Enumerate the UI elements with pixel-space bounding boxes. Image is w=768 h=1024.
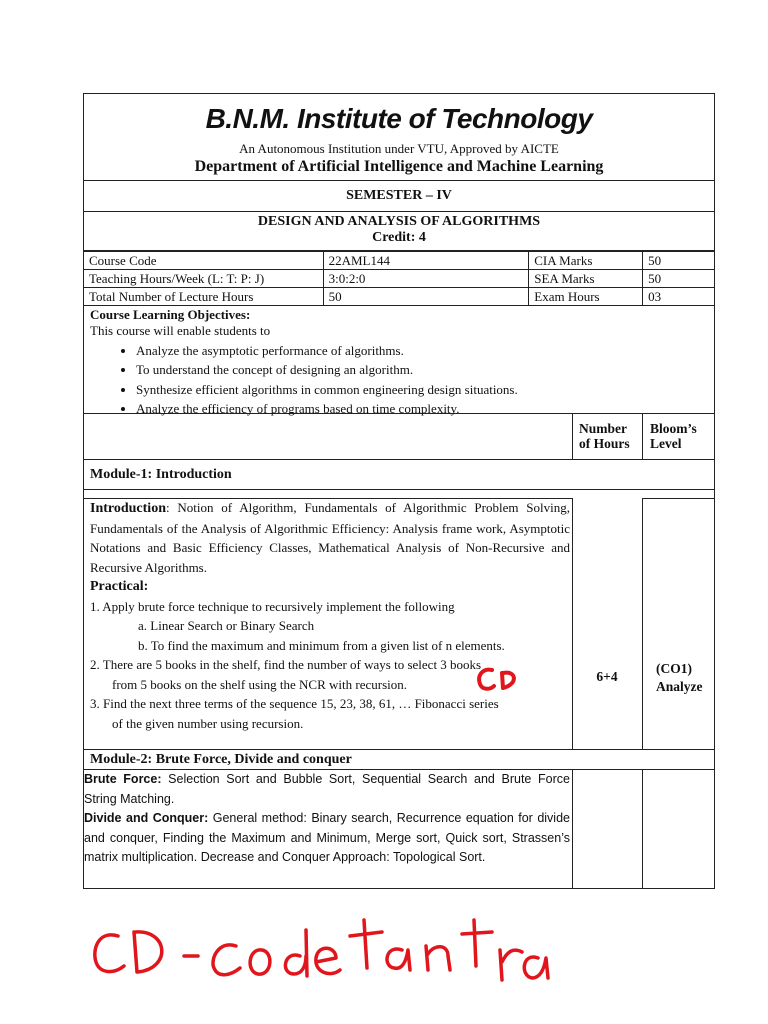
meta-value: 03 (643, 288, 715, 306)
meta-label: Teaching Hours/Week (L: T: P: J) (84, 270, 324, 288)
objectives-intro: This course will enable students to (90, 323, 271, 338)
meta-value: 22AML144 (323, 252, 529, 270)
practical-item-2: 2. There are 5 books in the shelf, find the number of ways to select 3 books (90, 657, 482, 672)
handwritten-cd-mark (479, 670, 514, 689)
meta-value: 50 (643, 252, 715, 270)
list-item: • To understand the concept of designing an algorithm. (136, 360, 708, 379)
practical-label: Practical: (90, 579, 149, 594)
meta-value: 50 (643, 270, 715, 288)
module1-bloom: (CO1) Analyze (656, 661, 703, 694)
semester-label: SEMESTER – IV (84, 180, 714, 211)
meta-value: 50 (323, 288, 529, 306)
module2-title: Module-2: Brute Force, Divide and conquer (90, 752, 352, 767)
objectives-heading: Course Learning Objectives: (90, 307, 251, 322)
brute-force-text: Selection Sort and Bubble Sort, Sequential Search and Brute Force String Matching. (84, 772, 570, 806)
course-credit: Credit: 4 (372, 230, 426, 245)
intro-text: : Notion of Algorithm, Fundamentals of Algorithmic Problem Solving, Fundamentals of the Analysis of Algorithmic Efficiency: Analysis frame work, Asymptotic Notations and Basic Efficiency Classes, Mathematical Analysis of Non-Recursive and Recursive Algorithms. (90, 500, 570, 575)
meta-label: CIA Marks (529, 252, 643, 270)
meta-label: Exam Hours (529, 288, 643, 306)
meta-label: SEA Marks (529, 270, 643, 288)
meta-label: Total Number of Lecture Hours (84, 288, 324, 306)
hours-header: Number of Hours (579, 421, 630, 451)
handwritten-note (95, 920, 548, 980)
intro-label: Introduction (90, 501, 166, 516)
divide-conquer-label: Divide and Conquer: (84, 811, 209, 825)
practical-item-3: 3. Find the next three terms of the sequence 15, 23, 38, 61, … Fibonacci series (90, 696, 499, 711)
institute-subtitle: An Autonomous Institution under VTU, Approved by AICTE (239, 141, 559, 156)
practical-item-2-cont: from 5 books on the shelf using the NCR with recursion. (112, 676, 407, 692)
practical-item-1: 1. Apply brute force technique to recursively implement the following (90, 598, 455, 614)
meta-label: Course Code (84, 252, 324, 270)
course-title: DESIGN AND ANALYSIS OF ALGORITHMS (257, 214, 541, 229)
department-name: Department of Artificial Intelligence and Machine Learning (194, 158, 604, 175)
practical-item-1b: b. To find the maximum and minimum from a given list of n elements. (138, 637, 505, 653)
meta-value: 3:0:2:0 (323, 270, 529, 288)
module1-hours: 6+4 (596, 669, 618, 684)
practical-item-3-cont: of the given number using recursion. (112, 715, 304, 731)
list-item: • Synthesize efficient algorithms in common engineering design situations. (136, 380, 708, 399)
module1-title: Module-1: Introduction (90, 467, 232, 482)
list-item: • Analyze the efficiency of programs based on time complexity. (136, 399, 708, 418)
bloom-header: Bloom’s Level (650, 421, 697, 451)
divide-conquer-text: General method: Binary search, Recurrence equation for divide and conquer, Finding the Maximum and Minimum, Merge sort, Quick sort, Strassen’s matrix multiplication. Decrease and Conquer Approach: Topological Sort. (84, 811, 570, 864)
brute-force-label: Brute Force: (84, 772, 162, 786)
institute-name: B.N.M. Institute of Technology (205, 103, 593, 134)
practical-item-1a: a. Linear Search or Binary Search (138, 618, 315, 633)
list-item: • Analyze the asymptotic performance of algorithms. (136, 341, 708, 360)
